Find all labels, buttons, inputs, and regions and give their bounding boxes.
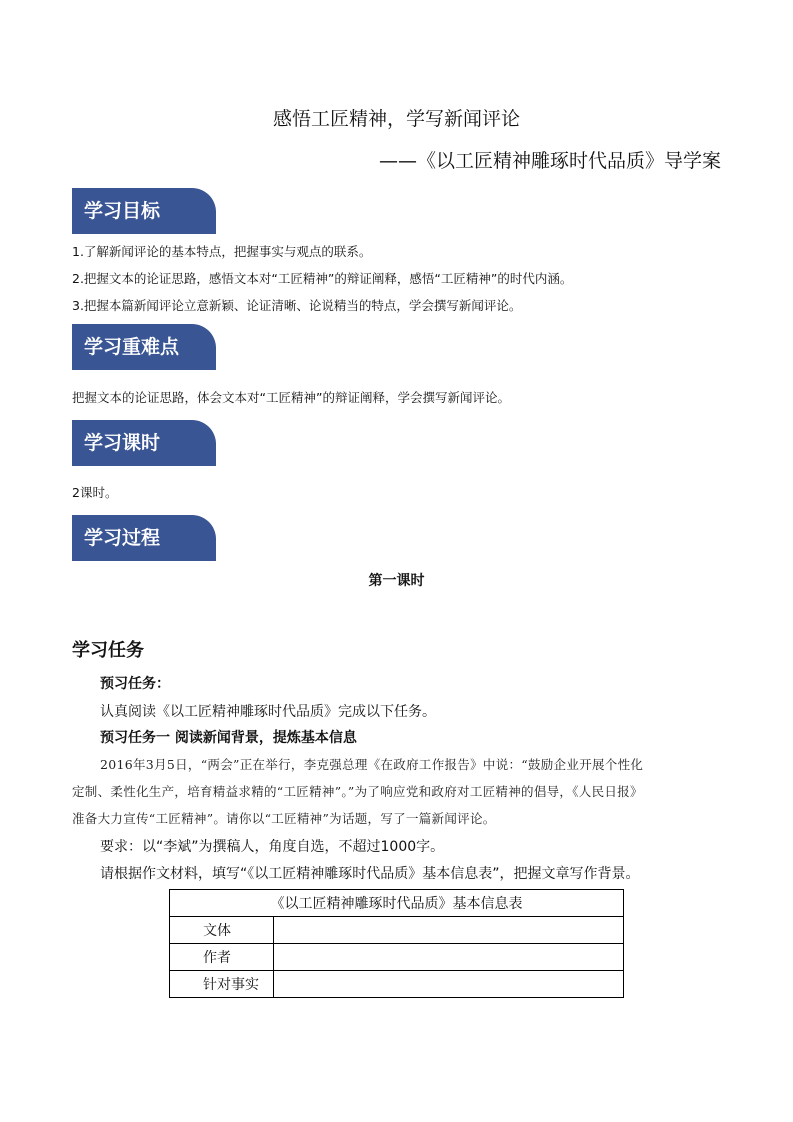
section-banner-hours: 学习课时 (72, 420, 216, 466)
table-row-value[interactable] (274, 971, 624, 998)
section-banner-goals: 学习目标 (72, 188, 216, 234)
table-row-value[interactable] (274, 917, 624, 944)
table-row (170, 917, 624, 944)
table-row-label: 文体 (170, 917, 274, 944)
info-table (169, 889, 624, 998)
material-line-3: 准备大力宣传“工匠精神”。请你以“工匠精神”为话题，写了一篇新闻评论。 (72, 811, 496, 826)
table-row-label: 针对事实 (170, 971, 274, 998)
table-row-value[interactable] (274, 944, 624, 971)
instruction-text: 请根据作文材料，填写“《以工匠精神雕琢时代品质》基本信息表”，把握文章写作背景。 (100, 866, 640, 882)
hours-text: 2课时。 (72, 485, 118, 500)
table-row (170, 971, 624, 998)
lesson-heading: 第一课时 (368, 573, 425, 589)
section-banner-key-points: 学习重难点 (72, 324, 216, 370)
preview-label: 预习任务： (100, 676, 170, 692)
material-line-2: 定制、柔性化生产，培育精益求精的“工匠精神”。”为了响应党和政府对工匠精神的倡导，《人民日报》 (72, 784, 643, 799)
table-caption: 《以工匠精神雕琢时代品质》基本信息表 (170, 890, 624, 917)
document-subtitle: ——《以工匠精神雕琢时代品质》导学案 (378, 150, 721, 172)
preview-text: 认真阅读《以工匠精神雕琢时代品质》完成以下任务。 (100, 704, 436, 720)
table-row (170, 944, 624, 971)
table-caption-row (170, 890, 624, 917)
material-line-1: 2016年3月5日，“两会”正在举行，李克强总理《在政府工作报告》中说：“鼓励企业开展个性化 (100, 757, 644, 772)
requirement-text: 要求：以“李斌”为撰稿人，角度自选，不超过1000字。 (100, 839, 445, 855)
section-banner-process: 学习过程 (72, 515, 216, 561)
goal-item-3: 3.把握本篇新闻评论立意新颖、论证清晰、论说精当的特点，学会撰写新闻评论。 (72, 298, 522, 313)
table-row-label: 作者 (170, 944, 274, 971)
tasks-heading: 学习任务 (72, 640, 144, 661)
key-points-text: 把握文本的论证思路，体会文本对“工匠精神”的辩证阐释，学会撰写新闻评论。 (72, 390, 510, 405)
document-title: 感悟工匠精神，学写新闻评论 (272, 108, 520, 130)
goal-item-1: 1.了解新闻评论的基本特点，把握事实与观点的联系。 (72, 244, 372, 259)
task1-heading: 预习任务一 阅读新闻背景，提炼基本信息 (100, 730, 357, 746)
goal-item-2: 2.把握文本的论证思路，感悟文本对“工匠精神”的辩证阐释，感悟“工匠精神”的时代内涵。 (72, 271, 573, 286)
